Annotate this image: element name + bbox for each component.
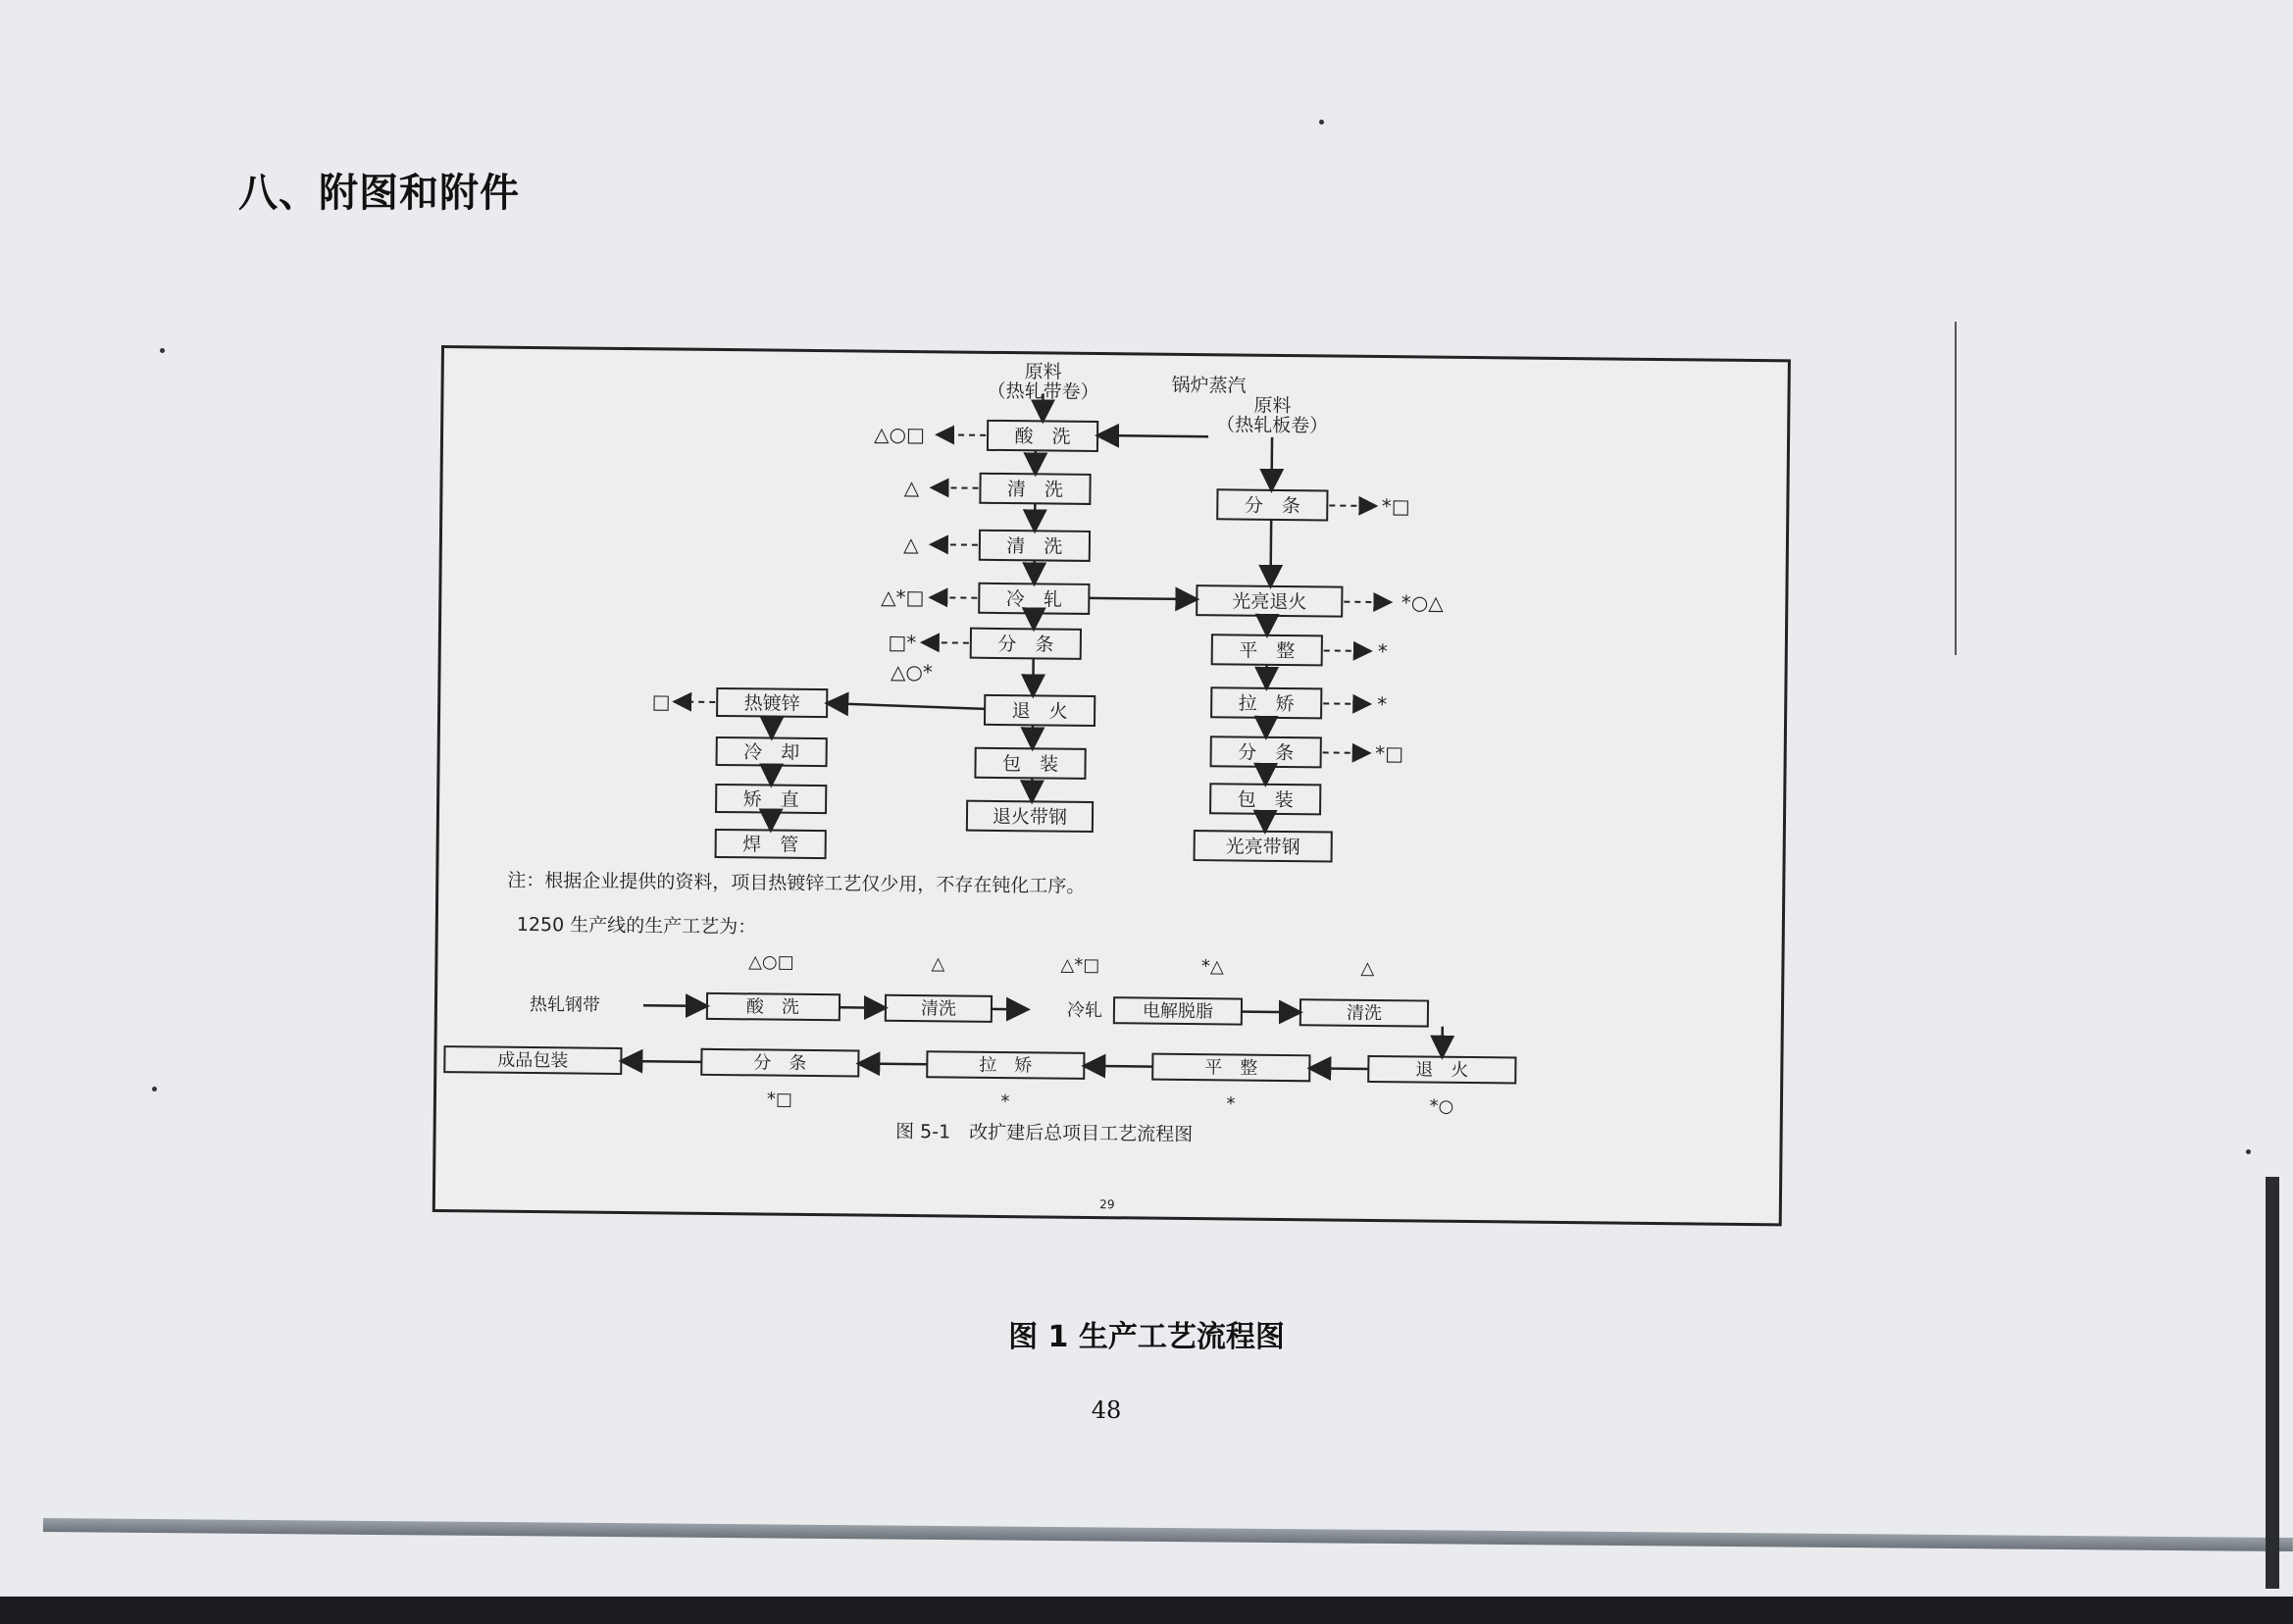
line-symbol-5: △ [1360,957,1375,979]
page-bottom-edge [43,1518,2293,1551]
line-title: 1250 生产线的生产工艺为： [516,913,757,939]
line-symbol-2: △ [931,953,945,975]
step-packing-right: 包 装 [1237,788,1294,812]
line-symbol-b2: * [1000,1091,1010,1113]
step-packing: 包 装 [1001,753,1059,776]
step-leveling: 平 整 [1239,639,1296,663]
page-number: 48 [1091,1396,1122,1424]
step-straightening: 矫 直 [742,788,799,811]
scan-speck [1319,120,1324,125]
step-tension-leveling: 拉 矫 [1238,692,1295,716]
symbol-cold: △*□ [881,584,925,610]
line-slit: 分 条 [753,1052,807,1074]
step-hot-dip: 热镀锌 [743,692,800,715]
raw-material-sub: （热轧带卷） [987,380,1099,404]
step-washing-2: 清 洗 [1006,535,1063,558]
raw-material-label: 原料 [1024,361,1062,383]
scanner-bottom-band [0,1597,2293,1624]
raw-copper-label: 原料 [1253,394,1292,418]
scan-speck [152,1087,157,1091]
symbol-level: * [1377,639,1388,664]
step-washing-1: 清 洗 [1006,479,1064,501]
symbol-anneal: △○* [890,659,934,685]
section-title: 八、附图和附件 [238,171,520,216]
symbol-hotdip: □ [651,689,671,714]
line-product: 成品包装 [497,1049,569,1072]
figure-caption: 图 1 生产工艺流程图 [1008,1320,1285,1354]
scan-speck [160,348,165,353]
step-bright-strip: 光亮带钢 [1225,836,1300,859]
symbol-wash-1: △ [903,475,920,500]
symbol-slit-right: *□ [1381,494,1410,519]
line-symbol-1: △○□ [748,951,794,973]
line-pickling: 酸 洗 [745,996,800,1018]
process-flow-diagram [435,348,1788,1223]
symbol-wash-2: △ [903,532,919,557]
step-slitting-right-2: 分 条 [1238,741,1295,765]
symbol-bright: *○△ [1401,590,1444,615]
step-cold-rolling: 冷 轧 [1005,588,1062,611]
inner-caption: 图 5-1 改扩建后总项目工艺流程图 [894,1120,1194,1146]
step-pickling: 酸 洗 [1014,426,1071,448]
line-cold: 冷轧 [1066,999,1103,1022]
step-bright-annealing: 光亮退火 [1232,590,1307,614]
step-annealed-strip: 退火带钢 [992,805,1068,829]
symbol-pickling: △○□ [874,422,926,447]
symbol-slit: □* [888,630,917,655]
line-symbol-4: *△ [1200,956,1224,978]
process-flow-figure [433,345,1791,1226]
raw-copper-sub: （热轧板卷） [1216,414,1329,437]
line-symbol-3: △*□ [1060,954,1100,977]
line-symbol-b4: *○ [1429,1095,1454,1117]
boiler-steam-label: 锅炉蒸汽 [1171,374,1247,397]
step-slitting-right: 分 条 [1244,494,1300,518]
scan-margin-line [1955,322,1957,655]
line-symbol-b3: * [1226,1093,1236,1115]
step-annealing: 退 火 [1011,700,1068,723]
line-anneal: 退 火 [1415,1059,1469,1082]
step-welding-pipe: 焊 管 [742,834,799,856]
inner-page-number: 29 [1099,1197,1115,1212]
line-degrease: 电解脱脂 [1142,1000,1214,1023]
line-tension: 拉 矫 [979,1054,1033,1077]
line-input: 热轧钢带 [529,993,601,1016]
line-washing: 清洗 [920,998,957,1020]
page-right-edge [2266,1177,2279,1589]
scan-speck [2246,1149,2251,1154]
step-slitting: 分 条 [997,633,1054,656]
step-cooling: 冷 却 [743,741,800,764]
line-level: 平 整 [1204,1057,1258,1079]
symbol-slit-right-2: *□ [1375,740,1404,766]
line-wash-2: 清洗 [1346,1002,1383,1025]
symbol-tension: * [1377,692,1388,717]
line-symbol-b1: *□ [766,1089,793,1110]
figure-note: 注：根据企业提供的资料，项目热镀锌工艺仅少用，不存在钝化工序。 [507,869,1086,897]
